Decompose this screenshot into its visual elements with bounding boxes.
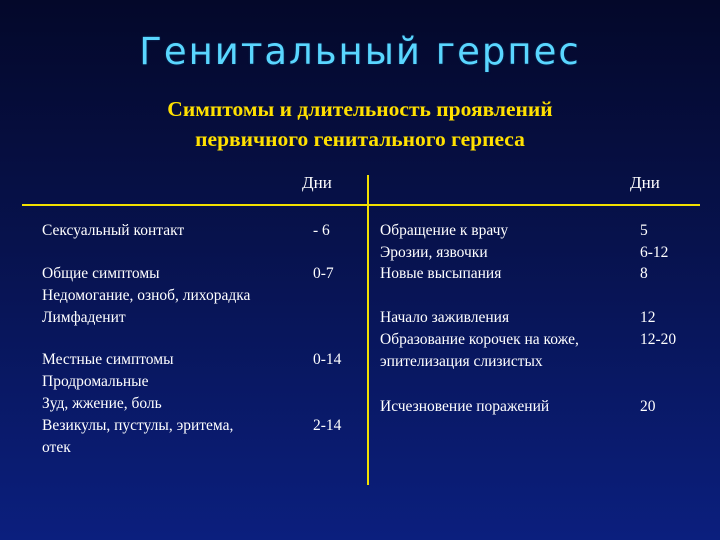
- right-days-header: Дни: [630, 173, 660, 192]
- right-row-label: Начало заживления: [380, 309, 510, 326]
- left-row-label: Недомогание, озноб, лихорадка: [42, 287, 251, 304]
- left-row-days: 2-14: [313, 417, 342, 434]
- left-row-days: 0-14: [313, 351, 342, 368]
- subtitle-line-2: первичного генитального герпеса: [195, 127, 525, 151]
- right-row-days: 20: [640, 398, 656, 415]
- left-row-label: Сексуальный контакт: [42, 222, 185, 239]
- slide-title: Генитальный герпес: [139, 30, 581, 73]
- right-row-days: 12-20: [640, 331, 677, 348]
- left-row-label: Общие симптомы: [42, 265, 160, 282]
- slide-subtitle: [0, 94, 720, 154]
- right-row-label: Эрозии, язвочки: [380, 244, 488, 261]
- left-row-label: Лимфаденит: [42, 309, 126, 326]
- left-row-label: Зуд, жжение, боль: [42, 395, 162, 412]
- left-row-label: Продромальные: [42, 373, 149, 390]
- right-row-label: Обращение к врачу: [380, 222, 509, 239]
- table-header-divider: [22, 204, 700, 206]
- left-row-label: отек: [42, 439, 71, 456]
- right-row-days: 12: [640, 309, 656, 326]
- left-row-days: 0-7: [313, 265, 334, 282]
- left-row-label: Местные симптомы: [42, 351, 174, 368]
- right-row-label: Исчезновение поражений: [380, 398, 550, 415]
- left-row-days: - 6: [313, 222, 330, 239]
- right-row-label: Образование корочек на коже,: [380, 331, 579, 348]
- right-row-days: 6-12: [640, 244, 669, 261]
- subtitle-line-1: Симптомы и длительность проявлений: [167, 97, 553, 121]
- right-row-days: 8: [640, 265, 648, 282]
- table-column-divider: [367, 175, 369, 485]
- right-row-days: 5: [640, 222, 648, 239]
- left-row-label: Везикулы, пустулы, эритема,: [42, 417, 234, 434]
- right-row-label: эпителизация слизистых: [380, 353, 543, 370]
- left-days-header: Дни: [302, 173, 332, 192]
- right-row-label: Новые высыпания: [380, 265, 502, 282]
